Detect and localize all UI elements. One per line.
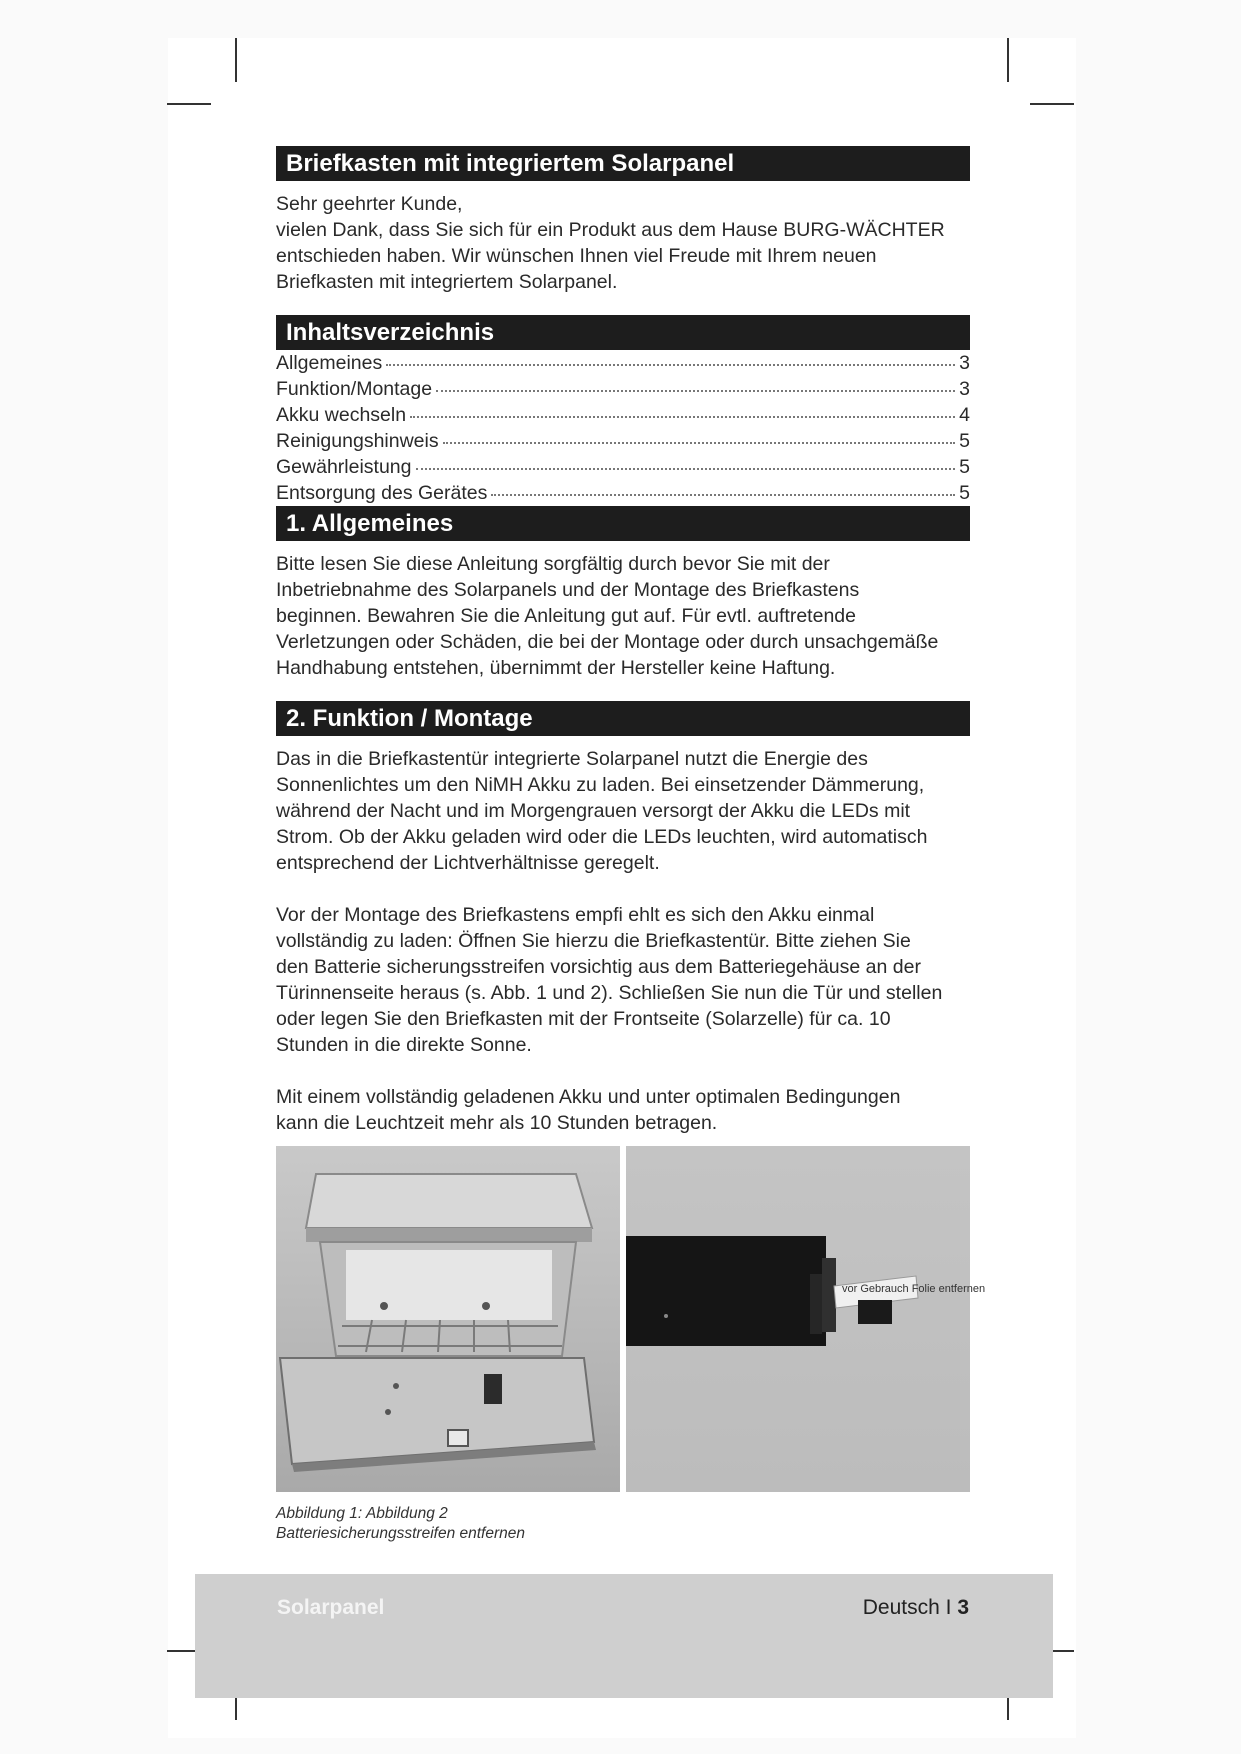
body-line: Türinnenseite heraus (s. Abb. 1 und 2). Schließen Sie nun die Tür und stellen (276, 982, 943, 1004)
toc-page: 3 (959, 378, 970, 400)
toc-page: 3 (959, 352, 970, 374)
toc-leader-dots (410, 416, 955, 418)
battery-strip-illustration (626, 1146, 986, 1492)
body-line: kann die Leuchtzeit mehr als 10 Stunden betragen. (276, 1112, 718, 1134)
toc-leader-dots (436, 390, 955, 392)
toc-entry-funktion-montage[interactable] (276, 376, 970, 402)
toc-leader-dots (443, 442, 956, 444)
toc-entry-akku-wechseln[interactable] (276, 402, 970, 428)
body-line: während der Nacht und im Morgengrauen versorgt der Akku die LEDs mit (276, 800, 911, 822)
page-number: 3 (957, 1596, 969, 1619)
body-line: den Batterie sicherungsstreifen vorsichtig aus dem Batteriegehäuse an der (276, 956, 921, 978)
toc-entry-allgemeines[interactable] (276, 350, 970, 376)
caption-line: Batteriesicherungsstreifen entfernen (276, 1525, 526, 1542)
open-mailbox-illustration (276, 1146, 620, 1492)
figure-2-battery-photo (626, 1146, 986, 1492)
intro-line: entschieden haben. Wir wünschen Ihnen viel Freude mit Ihrem neuen (276, 245, 877, 267)
table-of-contents (276, 350, 970, 506)
toc-heading: Inhaltsverzeichnis (276, 315, 970, 350)
toc-label: Entsorgung des Gerätes (276, 482, 488, 504)
crop-mark (167, 103, 211, 105)
section-2-heading: 2. Funktion / Montage (276, 701, 970, 736)
strip-label: vor Gebrauch Folie entfernen (842, 1283, 986, 1295)
footer-page-indicator (863, 1596, 969, 1620)
page-title: Briefkasten mit integriertem Solarpanel (276, 146, 970, 181)
toc-leader-dots (386, 364, 955, 366)
body-line: Inbetriebnahme des Solarpanels und der Montage des Briefkastens (276, 579, 860, 601)
toc-page: 5 (959, 482, 970, 504)
toc-label: Akku wechseln (276, 404, 407, 426)
intro-line: Briefkasten mit integriertem Solarpanel. (276, 271, 618, 293)
toc-page: 5 (959, 430, 970, 452)
intro-line: Sehr geehrter Kunde, (276, 193, 463, 215)
body-line: oder legen Sie den Briefkasten mit der Frontseite (Solarzelle) für ca. 10 (276, 1008, 891, 1030)
toc-label: Reinigungshinweis (276, 430, 439, 452)
body-line: Bitte lesen Sie diese Anleitung sorgfältig durch bevor Sie mit der (276, 553, 830, 575)
body-line: Mit einem vollständig geladenen Akku und unter optimalen Bedingungen (276, 1086, 901, 1108)
figures-row (276, 1146, 986, 1492)
footer-product-name: Solarpanel (277, 1596, 385, 1619)
body-line: vollständig zu laden: Öffnen Sie hierzu die Briefkastentür. Bitte ziehen Sie (276, 930, 911, 952)
toc-entry-entsorgung[interactable] (276, 480, 970, 506)
toc-page: 4 (959, 404, 970, 426)
intro-text (276, 191, 970, 295)
caption-line: Abbildung 1: Abbildung 2 (276, 1505, 448, 1522)
figure-caption (276, 1504, 970, 1544)
footer-language: Deutsch (862, 1596, 940, 1619)
section-2-paragraph-1 (276, 746, 970, 876)
body-line: Sonnenlichtes um den NiMH Akku zu laden. Bei einsetzender Dämmerung, (276, 774, 925, 796)
section-2-paragraph-2 (276, 902, 970, 1058)
body-line: Strom. Ob der Akku geladen wird oder die LEDs leuchten, wird automatisch (276, 826, 928, 848)
intro-line: vielen Dank, dass Sie sich für ein Produkt aus dem Hause BURG-WÄCHTER (276, 219, 945, 241)
body-line: Das in die Briefkastentür integrierte Solarpanel nutzt die Energie des (276, 748, 868, 770)
section-1-body (276, 551, 970, 681)
footer-separator: I (939, 1596, 958, 1619)
body-line: entsprechend der Lichtverhältnisse geregelt. (276, 852, 660, 874)
body-line: Vor der Montage des Briefkastens empfi ehlt es sich den Akku einmal (276, 904, 875, 926)
toc-entry-reinigungshinweis[interactable] (276, 428, 970, 454)
body-line: Stunden in die direkte Sonne. (276, 1034, 532, 1056)
section-2-body (276, 746, 970, 1136)
toc-label: Funktion/Montage (276, 378, 433, 400)
body-line: Verletzungen oder Schäden, die bei der Montage oder durch unsachgemäße (276, 631, 939, 653)
section-1-heading: 1. Allgemeines (276, 506, 970, 541)
crop-mark (1007, 38, 1009, 82)
toc-label: Allgemeines (276, 352, 383, 374)
body-line: Handhabung entstehen, übernimmt der Hersteller keine Haftung. (276, 657, 836, 679)
toc-leader-dots (491, 494, 955, 496)
crop-mark (235, 38, 237, 82)
toc-page: 5 (959, 456, 970, 478)
figure-1-mailbox-photo (276, 1146, 620, 1492)
toc-label: Gewährleistung (276, 456, 412, 478)
footer-bar (195, 1574, 1053, 1698)
crop-mark (1030, 103, 1074, 105)
section-2-paragraph-3 (276, 1084, 970, 1136)
page-content (276, 146, 986, 1544)
toc-leader-dots (416, 468, 956, 470)
body-line: beginnen. Bewahren Sie die Anleitung gut auf. Für evtl. auftretende (276, 605, 856, 627)
toc-entry-gewaehrleistung[interactable] (276, 454, 970, 480)
